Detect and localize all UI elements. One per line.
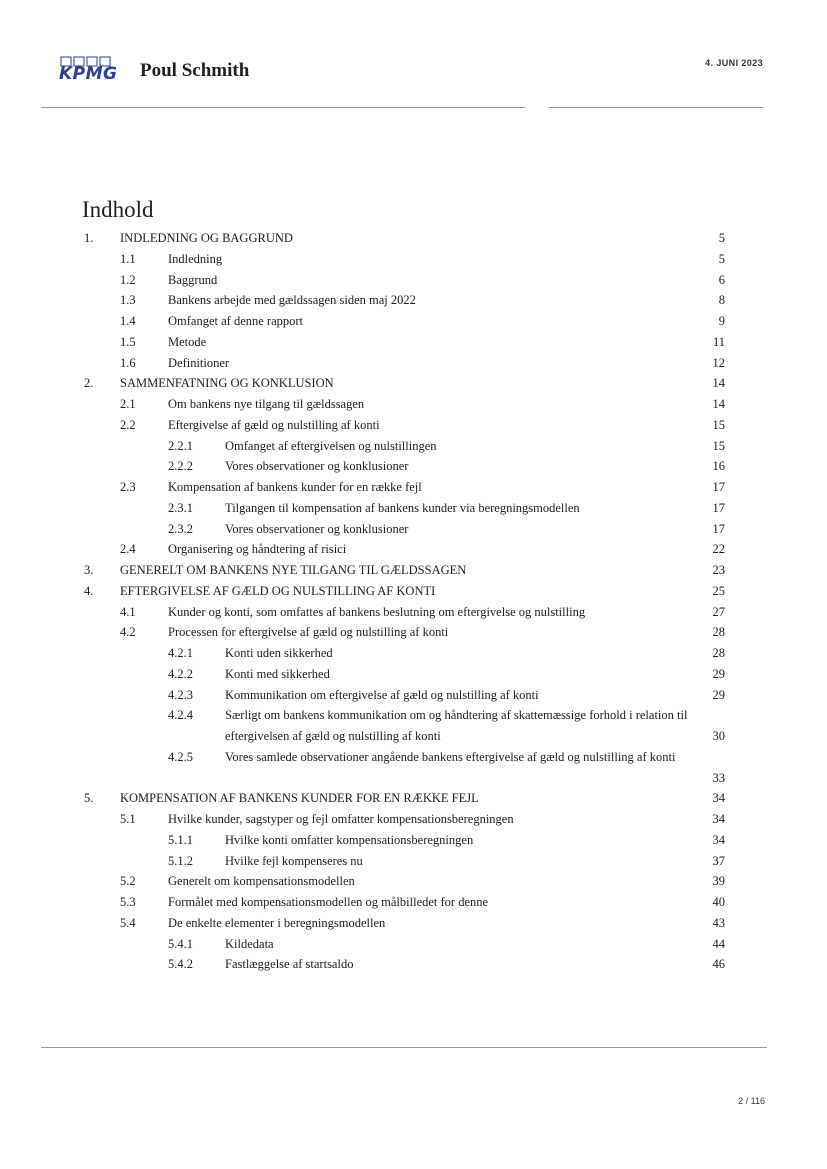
- toc-page: 29: [712, 666, 725, 681]
- toc-number: 1.5: [120, 334, 136, 349]
- toc-number: 4.2.5: [168, 749, 193, 764]
- toc-page: 37: [712, 853, 725, 868]
- toc-page: 15: [712, 417, 725, 432]
- toc-page: 14: [712, 376, 725, 391]
- toc-number: 3.: [84, 563, 94, 577]
- toc-page: 43: [712, 915, 725, 930]
- toc-number: 5.: [84, 791, 94, 806]
- toc-entry[interactable]: [0, 290, 827, 311]
- toc-number: 5.4.1: [168, 936, 193, 951]
- toc-entry[interactable]: [0, 456, 827, 477]
- toc-entry[interactable]: [0, 228, 827, 249]
- toc-heading: Formålet med kompensationsmodellen og målbilledet for denne: [168, 895, 489, 909]
- toc-number: 1.6: [120, 355, 136, 370]
- table-of-contents: [0, 228, 827, 975]
- toc-number: 4.2.4: [168, 708, 193, 723]
- toc-entry[interactable]: [0, 954, 827, 975]
- page-indicator: 2 / 116: [738, 1096, 765, 1106]
- toc-heading: Definitioner: [168, 355, 230, 370]
- toc-entry[interactable]: [0, 498, 827, 519]
- toc-entry[interactable]: [0, 373, 827, 394]
- toc-number: 5.2: [120, 874, 136, 889]
- toc-entry[interactable]: [0, 871, 827, 892]
- toc-heading: Bankens arbejde med gældssagen siden maj 2022: [168, 293, 416, 308]
- toc-page: 8: [718, 293, 725, 308]
- toc-page: 15: [712, 438, 725, 453]
- toc-heading: Processen for eftergivelse af gæld og nulstilling af konti: [168, 625, 449, 640]
- toc-number: 2.3.1: [168, 500, 193, 515]
- toc-heading: Hvilke fejl kompenseres nu: [225, 853, 363, 868]
- toc-number: 5.3: [120, 895, 136, 909]
- toc-number: 2.1: [120, 397, 136, 411]
- toc-heading: Eftergivelse af gæld og nulstilling af konti: [168, 417, 380, 432]
- toc-page: 27: [712, 604, 725, 619]
- toc-entry[interactable]: [0, 477, 827, 498]
- toc-page: 5: [718, 251, 725, 266]
- toc-heading: GENERELT OM BANKENS NYE TILGANG TIL GÆLDSSAGEN: [120, 563, 467, 577]
- toc-number: 4.2.3: [168, 687, 193, 702]
- toc-entry[interactable]: [0, 934, 827, 955]
- toc-number: 1.1: [120, 251, 136, 266]
- toc-entry[interactable]: [0, 809, 827, 830]
- toc-entry[interactable]: [0, 415, 827, 436]
- toc-page: 33: [712, 770, 725, 785]
- toc-page: 14: [712, 397, 725, 411]
- toc-number: 4.: [84, 583, 94, 598]
- toc-heading: Baggrund: [168, 272, 218, 287]
- toc-entry[interactable]: [0, 851, 827, 872]
- toc-number: 1.3: [120, 293, 136, 308]
- document-date: 4. JUNI 2023: [705, 58, 763, 68]
- toc-heading: Vores samlede observationer angående bankens eftergivelse af gæld og nulstilling af konti: [225, 749, 676, 764]
- toc-page: 22: [712, 542, 725, 557]
- toc-page: 16: [712, 459, 725, 474]
- toc-number: 4.2.1: [168, 646, 193, 660]
- toc-page: 34: [712, 812, 725, 826]
- toc-entry[interactable]: [0, 560, 827, 581]
- toc-entry[interactable]: [0, 270, 827, 291]
- toc-entry[interactable]: [0, 519, 827, 540]
- toc-number: 4.2: [120, 625, 136, 640]
- toc-page: 25: [712, 583, 725, 598]
- toc-heading: Kunder og konti, som omfattes af bankens beslutning om eftergivelse og nulstilling: [168, 604, 586, 619]
- toc-page: 11: [712, 334, 725, 349]
- toc-number: 5.1.2: [168, 853, 193, 868]
- toc-title: Indhold: [82, 197, 154, 222]
- toc-heading: Indledning: [168, 251, 223, 266]
- toc-page: 44: [712, 936, 725, 951]
- toc-number: 4.2.2: [168, 666, 193, 681]
- toc-page: 30: [712, 729, 725, 743]
- toc-heading: Kompensation af bankens kunder for en række fejl: [168, 480, 422, 494]
- toc-entry[interactable]: [0, 913, 827, 934]
- toc-entry[interactable]: [0, 643, 827, 664]
- toc-entry[interactable]: [0, 685, 827, 706]
- toc-number: 2.3.2: [168, 521, 193, 536]
- toc-number: 2.2.2: [168, 459, 193, 474]
- header-divider-right: [549, 107, 763, 108]
- toc-page: 34: [712, 832, 725, 847]
- toc-heading: Vores observationer og konklusioner: [225, 521, 409, 536]
- toc-heading: Kildedata: [225, 936, 274, 951]
- toc-entry[interactable]: [0, 436, 827, 457]
- toc-entry[interactable]: [0, 353, 827, 374]
- toc-heading: INDLEDNING OG BAGGRUND: [120, 231, 293, 245]
- toc-page: 17: [712, 480, 725, 494]
- toc-number: 2.4: [120, 542, 136, 557]
- toc-heading: Kommunikation om eftergivelse af gæld og nulstilling af konti: [225, 687, 539, 702]
- toc-heading: Særligt om bankens kommunikation om og håndtering af skattemæssige forhold i relation til eftergivelsen af gæld og nulstilling af konti: [225, 708, 688, 743]
- toc-page: 28: [712, 646, 725, 660]
- toc-heading: Tilgangen til kompensation af bankens kunder via beregningsmodellen: [225, 500, 580, 515]
- toc-page: 29: [712, 687, 725, 702]
- toc-entry[interactable]: [0, 581, 827, 602]
- toc-number: 1.4: [120, 314, 136, 328]
- toc-heading: EFTERGIVELSE AF GÆLD OG NULSTILLING AF KONTI: [120, 583, 436, 598]
- toc-number: 2.2: [120, 417, 136, 432]
- footer-divider: [41, 1047, 767, 1048]
- toc-number: 2.: [84, 376, 94, 391]
- toc-heading: KOMPENSATION AF BANKENS KUNDER FOR EN RÆKKE FEJL: [120, 791, 479, 806]
- toc-number: 2.2.1: [168, 438, 193, 453]
- toc-number: 5.1: [120, 812, 136, 826]
- toc-entry[interactable]: [0, 602, 827, 623]
- toc-heading: Omfanget af eftergivelsen og nulstillingen: [225, 438, 437, 453]
- toc-heading: Metode: [168, 334, 207, 349]
- toc-heading: Konti uden sikkerhed: [225, 646, 333, 660]
- toc-heading: Organisering og håndtering af risici: [168, 542, 347, 557]
- toc-number: 5.4: [120, 915, 136, 930]
- toc-heading: Om bankens nye tilgang til gældssagen: [168, 397, 365, 411]
- toc-heading: Generelt om kompensationsmodellen: [168, 874, 355, 889]
- toc-number: 1.2: [120, 272, 136, 287]
- toc-heading: SAMMENFATNING OG KONKLUSION: [120, 376, 334, 391]
- toc-heading: Vores observationer og konklusioner: [225, 459, 409, 474]
- toc-number: 1.: [84, 231, 94, 245]
- toc-page: 40: [712, 895, 725, 909]
- toc-page: 12: [712, 355, 725, 370]
- toc-entry[interactable]: [0, 747, 827, 789]
- toc-heading: Hvilke konti omfatter kompensationsberegningen: [225, 832, 474, 847]
- toc-heading: Konti med sikkerhed: [225, 666, 330, 681]
- toc-entry[interactable]: [0, 830, 827, 851]
- toc-entry[interactable]: [0, 332, 827, 353]
- toc-number: 4.1: [120, 604, 136, 619]
- toc-heading: Omfanget af denne rapport: [168, 314, 304, 328]
- toc-page: 23: [712, 563, 725, 577]
- toc-number: 2.3: [120, 480, 136, 494]
- toc-number: 5.1.1: [168, 832, 193, 847]
- toc-entry[interactable]: [0, 788, 827, 809]
- header-divider-left: [41, 107, 525, 108]
- toc-page: 9: [718, 314, 725, 328]
- toc-page: 39: [712, 874, 725, 889]
- logo-wordmark: KPMG: [59, 64, 118, 84]
- toc-page: 6: [718, 272, 725, 287]
- toc-heading: Hvilke kunder, sagstyper og fejl omfatter kompensationsberegningen: [168, 812, 514, 826]
- toc-entry[interactable]: [0, 394, 827, 415]
- toc-entry[interactable]: [0, 311, 827, 332]
- toc-page: 46: [712, 957, 725, 972]
- toc-page: 28: [712, 625, 725, 640]
- toc-entry[interactable]: [0, 664, 827, 685]
- toc-entry[interactable]: [0, 622, 827, 643]
- toc-heading: Fastlæggelse af startsaldo: [225, 957, 354, 972]
- toc-heading: De enkelte elementer i beregningsmodellen: [168, 915, 386, 930]
- toc-entry[interactable]: [0, 892, 827, 913]
- toc-page: 5: [718, 231, 725, 245]
- toc-entry[interactable]: [0, 539, 827, 560]
- toc-number: 5.4.2: [168, 957, 193, 972]
- toc-entry[interactable]: [0, 249, 827, 270]
- firm-name: Poul Schmith: [140, 60, 250, 81]
- toc-page: 17: [712, 521, 725, 536]
- toc-page: 34: [712, 791, 725, 806]
- toc-entry[interactable]: [0, 705, 827, 747]
- toc-page: 17: [712, 500, 725, 515]
